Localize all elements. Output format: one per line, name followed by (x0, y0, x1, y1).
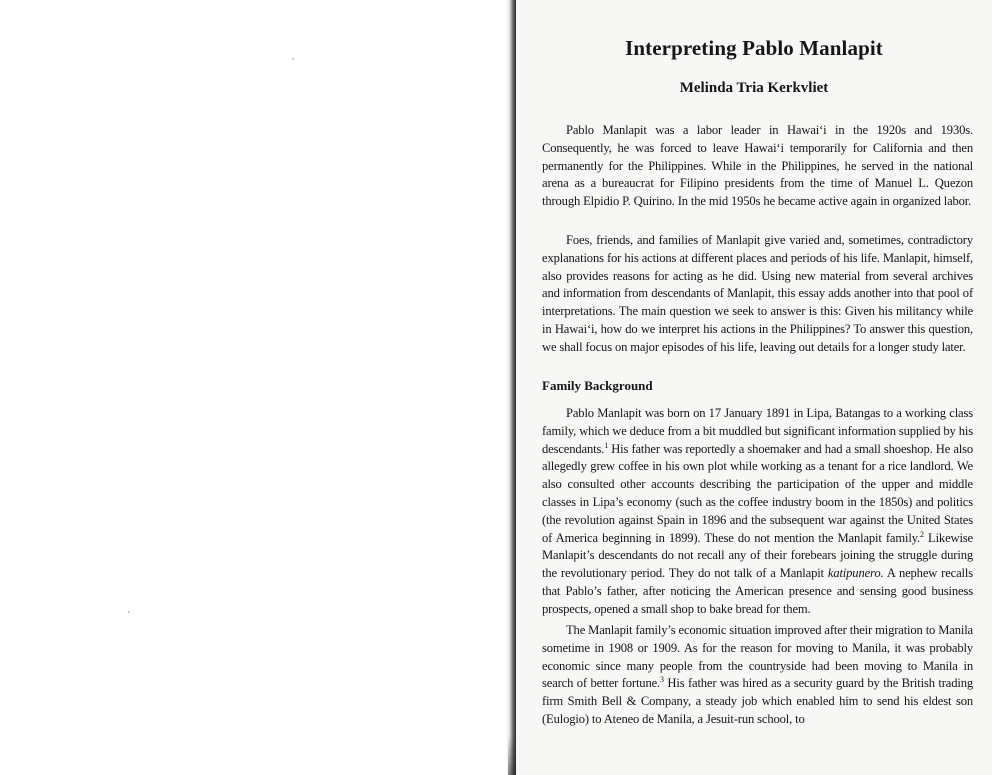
article-author: Melinda Tria Kerkvliet (679, 80, 829, 96)
paragraph-text: His father was reportedly a shoemaker and had a small shoeshop. He also allegedly grew coffee in his own plot while working as a tenant for a rice landlord. We also consulted other accounts describing the participation of the upper and middle classes in Lipa’s economy (such as the coffee industry boom in the 1850s) and politics (the revolution against Spain in 1896 and the subsequent war against the United States of America beginning in 1899). These do not mention the Manlapit family. (542, 441, 973, 545)
section-heading-family-background: Family Background (542, 378, 653, 393)
paragraph-text: His father was hired as a security guard by the British trading firm Smith Bell & Company, a steady job which enabled him to send his eldest son (Eulogio) to Ateneo de Manila, a Jesuit-run school, to (542, 676, 974, 726)
footnote-marker: 1 (604, 440, 609, 450)
paragraph-text: Likewise Manlapit’s descendants do not recall any of their forebears joining the struggle during the revolutionary period. They do not talk of a Manlapit (542, 530, 973, 581)
paragraph-text: A nephew recalls that Pablo’s father, after noticing the American presence and sensing good business prospects, opened a small shop to bake bread for them. (542, 566, 973, 616)
paragraph-interpretations: Foes, friends, and families of Manlapit give varied and, sometimes, contradictory explanations for his actions at different places and periods of his life. Manlapit, himself, also provides reasons for acting as he did. Using new material from several archives and information from descendants of Manlapit, this essay adds another into that pool of interpretations. The main question we seek to answer is this: Given his militancy while in Hawai‘i, how do we interpret his actions in the Philippines? To answer this question, we shall focus on major episodes of his life, leaving out details for a longer study later. (542, 233, 973, 354)
footnote-marker: 2 (920, 529, 924, 539)
article-title: Interpreting Pablo Manlapit (625, 36, 883, 60)
paragraph-text: The Manlapit family’s economic situation improved after their migration to Manila sometime in 1908 or 1909. As for the reason for moving to Manila, it was probably economic since many people from the countryside had been moving to Manila in search of better fortune. (542, 623, 973, 691)
paragraph-migration (542, 622, 973, 729)
paper-speck (128, 611, 130, 613)
paragraph-text: Pablo Manlapit was born on 17 January 1891 in Lipa, Batangas to a working class family, which we deduce from a bit muddled but significant information supplied by his descendants. (542, 406, 973, 456)
paragraph-intro: Pablo Manlapit was a labor leader in Hawai‘i in the 1920s and 1930s. Consequently, he was forced to leave Hawai‘i temporarily for California and then permanently for the Philippines. While in the Philippines, he served in the national arena as a bureaucrat for Filipino presidents from the time of Manuel L. Quezon through Elpidio P. Quirino. In the mid 1950s he became active again in organized labor. (542, 123, 973, 209)
footnote-marker: 3 (660, 675, 664, 685)
italic-term: katipunero. (827, 566, 884, 581)
right-article-page (516, 0, 992, 775)
paper-speck (292, 58, 294, 60)
book-gutter (506, 0, 516, 775)
paragraph-family-background (542, 405, 973, 619)
